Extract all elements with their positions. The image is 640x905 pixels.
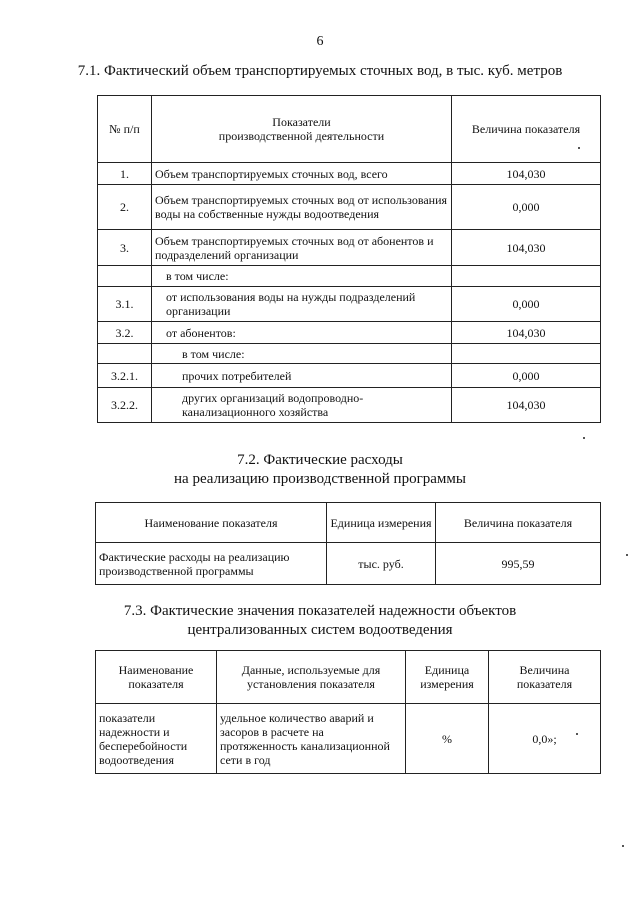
section-7-3-title-line1: 7.3. Фактические значения показателей надежности объектов (123, 603, 517, 619)
table-row (96, 543, 601, 585)
header-name: Наименование показателя (96, 503, 327, 543)
table-row (98, 185, 601, 230)
row-num: 3.2.2. (98, 388, 152, 423)
header-name: Наименование показателя (96, 651, 217, 704)
expenses-table (95, 502, 601, 585)
section-7-2-title-line2: на реализацию производственной программы (174, 471, 466, 487)
row-name: Объем транспортируемых сточных вод от использования воды на собственные нужды водоотведения (152, 185, 452, 230)
header-value: Величина показателя (452, 96, 601, 163)
row-value (452, 266, 601, 287)
row-value: 104,030 (452, 163, 601, 185)
table-header-row (96, 503, 601, 543)
table-row (98, 344, 601, 364)
section-7-2-title-line1: 7.2. Фактические расходы (237, 452, 403, 468)
row-name: Объем транспортируемых сточных вод, всего (152, 163, 452, 185)
header-value: Величина показателя (489, 651, 601, 704)
row-num: 3.1. (98, 287, 152, 322)
table-row (98, 388, 601, 423)
reliability-table (95, 650, 601, 774)
row-value: 995,59 (436, 543, 601, 585)
row-unit: % (406, 704, 489, 774)
section-7-3-title-line2: централизованных систем водоотведения (187, 622, 453, 638)
scan-speck (622, 845, 624, 847)
header-unit: Единица измерения (406, 651, 489, 704)
row-name: прочих потребителей (152, 364, 452, 388)
scan-speck (626, 554, 628, 556)
page-number: 6 (316, 34, 324, 49)
row-name: показатели надежности и бесперебойности водоотведения (96, 704, 217, 774)
row-value: 0,0»; (489, 704, 601, 774)
row-name: в том числе: (152, 344, 452, 364)
header-value: Величина показателя (436, 503, 601, 543)
table-row (98, 322, 601, 344)
row-num: 2. (98, 185, 152, 230)
table-header-row (96, 651, 601, 704)
row-value: 104,030 (452, 322, 601, 344)
header-unit: Единица измерения (327, 503, 436, 543)
row-num: 3.2. (98, 322, 152, 344)
scan-speck (578, 147, 580, 149)
row-value: 0,000 (452, 185, 601, 230)
row-num: 3.2.1. (98, 364, 152, 388)
row-num: 3. (98, 230, 152, 266)
table-row (98, 163, 601, 185)
row-num (98, 344, 152, 364)
row-name: других организаций водопроводно-канализационного хозяйства (152, 388, 452, 423)
table-row (98, 266, 601, 287)
row-value: 104,030 (452, 388, 601, 423)
row-num (98, 266, 152, 287)
wastewater-volume-table (97, 95, 601, 423)
header-indicators-line2: производственной деятельности (218, 129, 385, 143)
scan-speck (576, 733, 578, 735)
header-data: Данные, используемые для установления показателя (217, 651, 406, 704)
row-num: 1. (98, 163, 152, 185)
table-row (98, 287, 601, 322)
section-7-1-title: 7.1. Фактический объем транспортируемых сточных вод, в тыс. куб. метров (77, 63, 563, 79)
row-value: 104,030 (452, 230, 601, 266)
table-row (98, 230, 601, 266)
header-indicators (152, 96, 452, 163)
header-indicators-line1: Показатели (272, 115, 331, 129)
row-data: удельное количество аварий и засоров в расчете на протяженность канализационной сети в год (217, 704, 406, 774)
header-num: № п/п (98, 96, 152, 163)
row-name: Фактические расходы на реализацию производственной программы (96, 543, 327, 585)
row-unit: тыс. руб. (327, 543, 436, 585)
row-name: в том числе: (152, 266, 452, 287)
table-row (98, 364, 601, 388)
row-value (452, 344, 601, 364)
row-name: от использования воды на нужды подразделений организации (152, 287, 452, 322)
table-row (96, 704, 601, 774)
row-value: 0,000 (452, 364, 601, 388)
table-header-row (98, 96, 601, 163)
row-value: 0,000 (452, 287, 601, 322)
scan-speck (583, 437, 585, 439)
row-name: Объем транспортируемых сточных вод от абонентов и подразделений организации (152, 230, 452, 266)
row-name: от абонентов: (152, 322, 452, 344)
